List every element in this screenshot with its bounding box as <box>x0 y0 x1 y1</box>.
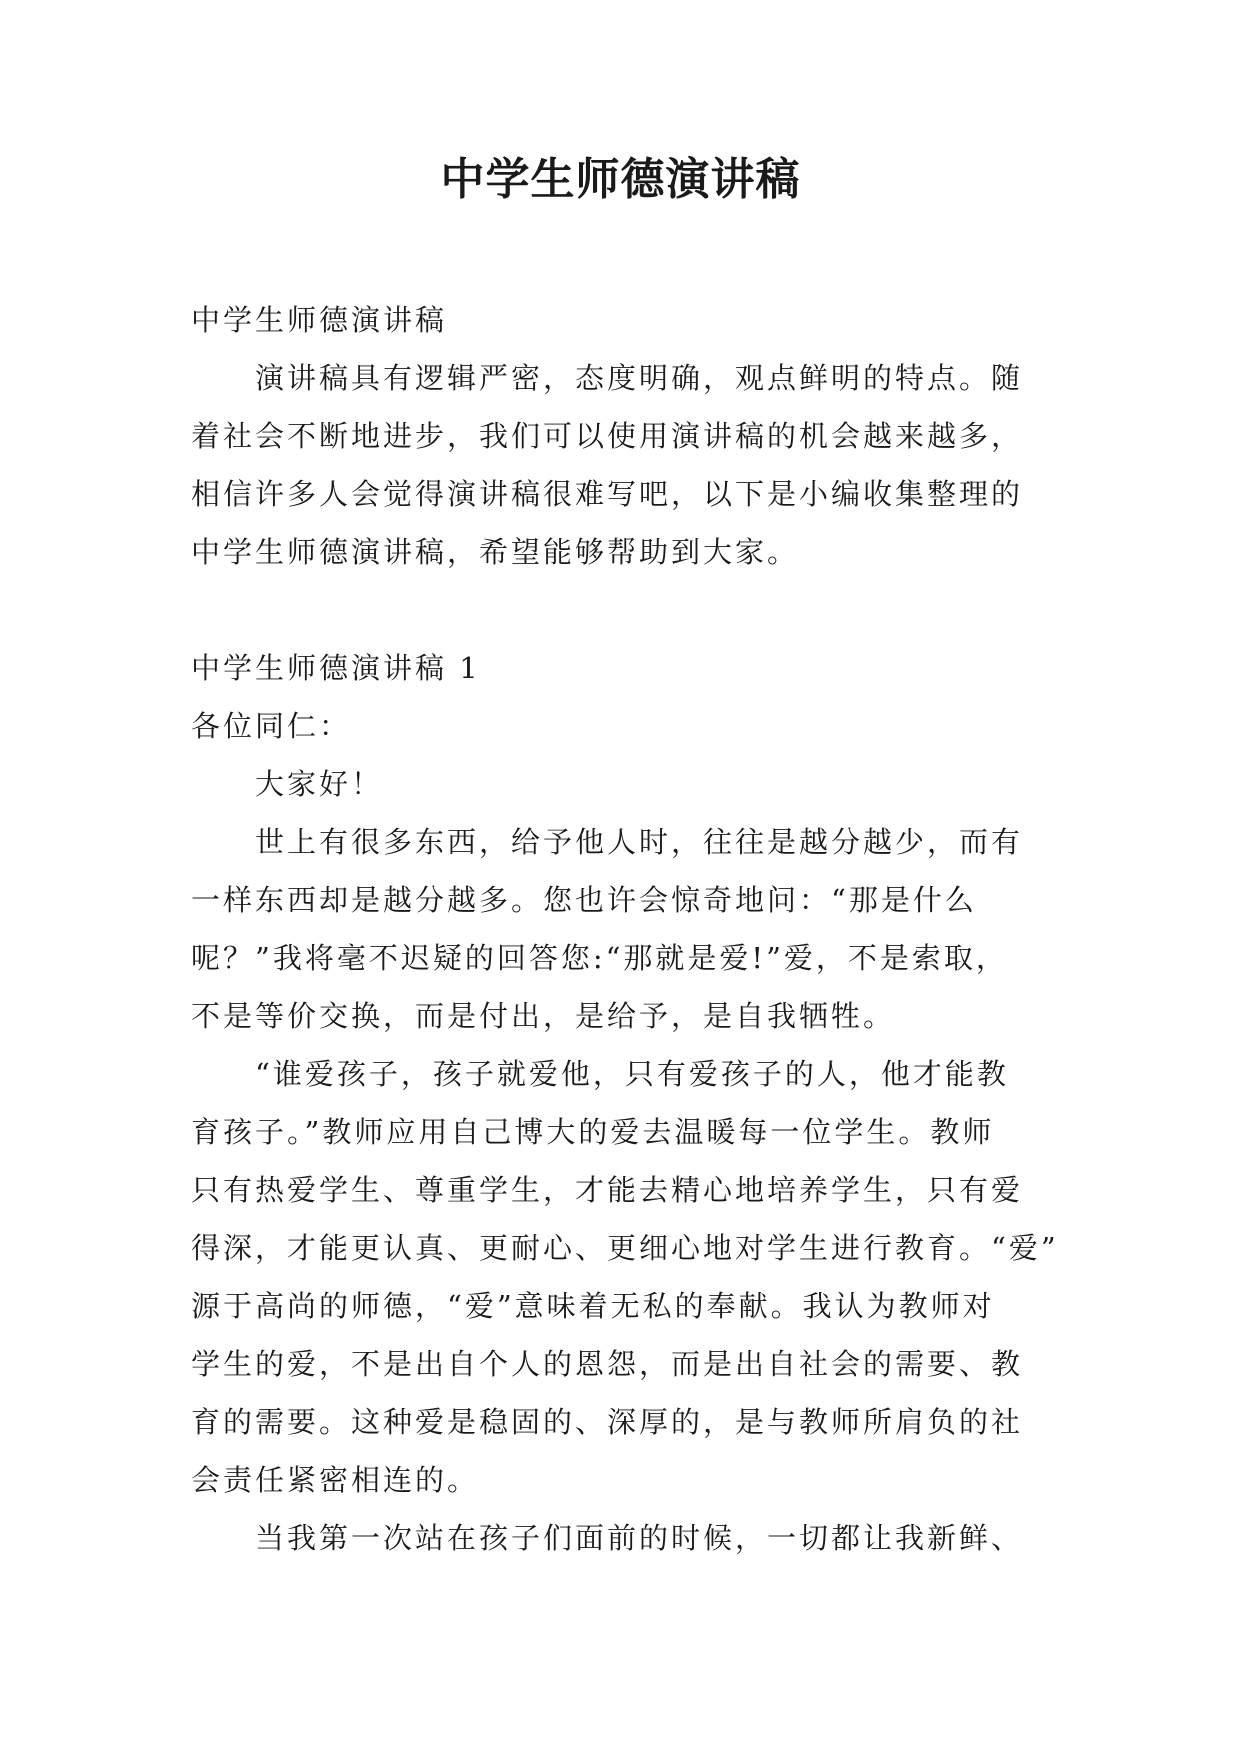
body-line: “谁爱孩子，孩子就爱他，只有爱孩子的人，他才能教 <box>255 1057 1009 1091</box>
salutation: 各位同仁： <box>191 709 352 743</box>
document-body <box>191 291 1071 1567</box>
body-line: 中学生师德演讲稿，希望能够帮助到大家。 <box>191 535 800 569</box>
document-title: 中学生师德演讲稿 <box>440 154 801 205</box>
section-heading: 中学生师德演讲稿 1 <box>191 651 481 685</box>
body-line: 世上有很多东西，给予他人时，往往是越分越少，而有 <box>255 825 1024 859</box>
body-line: 着社会不断地进步，我们可以使用演讲稿的机会越来越多， <box>191 419 1024 453</box>
body-line: 呢？”我将毫不迟疑的回答您:“那就是爱!”爱，不是索取， <box>191 941 1008 975</box>
paragraph-gap <box>191 581 1071 639</box>
body-line: 会责任紧密相连的。 <box>191 1463 480 1497</box>
body-line: 中学生师德演讲稿 <box>191 303 448 337</box>
body-line: 得深，才能更认真、更耐心、更细心地对学生进行教育。“爱” <box>191 1231 1059 1265</box>
body-line: 一样东西却是越分越多。您也许会惊奇地问：“那是什么 <box>191 883 977 917</box>
body-line: 演讲稿具有逻辑严密，态度明确，观点鲜明的特点。随 <box>255 361 1024 395</box>
body-line: 当我第一次站在孩子们面前的时候，一切都让我新鲜、 <box>255 1521 1024 1555</box>
greeting: 大家好！ <box>255 767 384 801</box>
body-line: 不是等价交换，而是付出，是给予，是自我牺牲。 <box>191 999 896 1033</box>
body-line: 育的需要。这种爱是稳固的、深厚的，是与教师所肩负的社 <box>191 1405 1024 1439</box>
body-line: 相信许多人会觉得演讲稿很难写吧，以下是小编收集整理的 <box>191 477 1024 511</box>
body-line: 育孩子。”教师应用自己博大的爱去温暖每一位学生。教师 <box>191 1115 995 1149</box>
body-line: 只有热爱学生、尊重学生，才能去精心地培养学生，只有爱 <box>191 1173 1024 1207</box>
body-line: 学生的爱，不是出自个人的恩怨，而是出自社会的需要、教 <box>191 1347 1024 1381</box>
body-line: 源于高尚的师德，“爱”意味着无私的奉献。我认为教师对 <box>191 1289 995 1323</box>
